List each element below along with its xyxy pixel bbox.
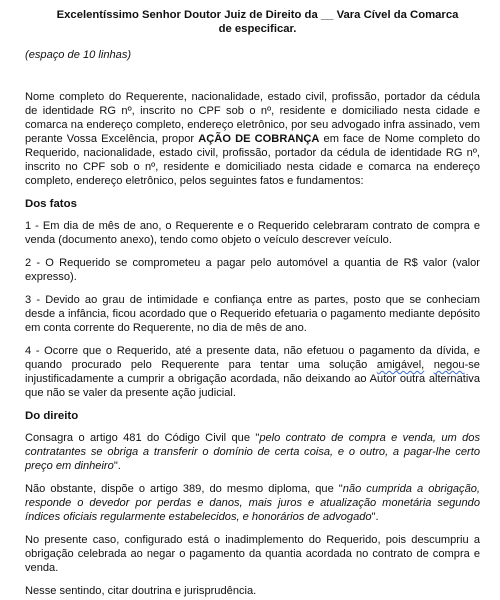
intro-paragraph <box>25 90 480 188</box>
law-paragraph-2 <box>25 482 480 524</box>
facts-heading: Dos fatos <box>25 198 77 210</box>
fact-item-4 <box>25 344 480 400</box>
title-line-1: Excelentíssimo Senhor Doutor Juiz de Direito da __ Vara Cível da Comarca <box>56 9 459 21</box>
fact-item-4-text-a: 4 - Ocorre que o Requerido, até a presente data, não efetuou o pagamento da dívida, e quando procurado pelo Requerente para tentar uma solução <box>25 345 480 371</box>
fact-item-3: 3 - Devido ao grau de intimidade e confiança entre as partes, posto que se conheciam desde a infância, ficou acordado que o Requerido efetuaria o pagamento mediante depósito em conta corrente do Requerente, no dia de mês de ano. <box>25 294 480 334</box>
law-p2-end: ". <box>371 511 379 523</box>
law-heading: Do direito <box>25 410 79 422</box>
action-name: AÇÃO DE COBRANÇA <box>198 133 320 145</box>
law-p1-quote: pelo contrato de compra e venda, um dos contratantes se obriga a transferir o domínio de certa coisa, e o outro, a pagar-lhe certo preço em dinheiro <box>25 432 480 472</box>
intro-text-1: Nome completo do Requerente, nacionalidade, estado civil, profissão, portador da cédula de identidade RG nº, inscrito no CPF sob o nº, residente e domiciliado nesta cidade e comarca na endereço completo, endereço eletrônico, por seu advogado infra assinado, vem perante Vossa Excelência, propor <box>25 91 480 145</box>
fact-item-4-space <box>424 359 433 371</box>
law-paragraph-1 <box>25 431 480 473</box>
title-line-2: de especificar. <box>218 23 297 35</box>
law-paragraph-3: No presente caso, configurado está o inadimplemento do Requerido, pois descumpriu a obrigação celebrada ao negar o pagamento da quantia acordada no contrato de compra e venda. <box>25 534 480 574</box>
law-p1-intro: Consagra o artigo 481 do Código Civil que " <box>25 432 260 444</box>
space-note: (espaço de 10 linhas) <box>25 49 132 61</box>
law-p2-intro: Não obstante, dispõe o artigo 389, do mesmo diploma, que " <box>25 483 343 495</box>
fact-item-1: 1 - Em dia de mês de ano, o Requerente e o Requerido celebraram contrato de compra e venda (documento anexo), tendo como objeto o veículo descrever veículo. <box>25 220 480 246</box>
law-p1-end: ". <box>113 460 121 472</box>
law-paragraph-4: Nesse sentindo, citar doutrina e jurisprudência. <box>25 585 257 597</box>
law-p2-quote: não cumprida a obrigação, responde o devedor por perdas e danos, mais juros e atualização monetária segundo índices oficiais regularmente estabelecidos, e honorários de advogado <box>25 483 481 523</box>
spellcheck-word-2: negou <box>433 359 465 371</box>
intro-text-2: em face de Nome completo do Requerido, nacionalidade, estado civil, profissão, portador da cédula de identidade RG nº, inscrito no CPF sob o nº, residente e domiciliado nesta cidade e comarca na endereço completo, endereço eletrônico, pelos seguintes fatos e fundamentos: <box>25 133 480 187</box>
spellcheck-word-1: amigável, <box>376 359 425 371</box>
fact-item-2: 2 - O Requerido se comprometeu a pagar pelo automóvel a quantia de R$ valor (valor expresso). <box>25 257 480 283</box>
fact-item-4-text-b: -se injustificadamente a cumprir a obrigação acordada, não deixando ao Autor outra alternativa que não se valer da presente ação judicial. <box>25 359 480 399</box>
document-title <box>25 8 480 36</box>
